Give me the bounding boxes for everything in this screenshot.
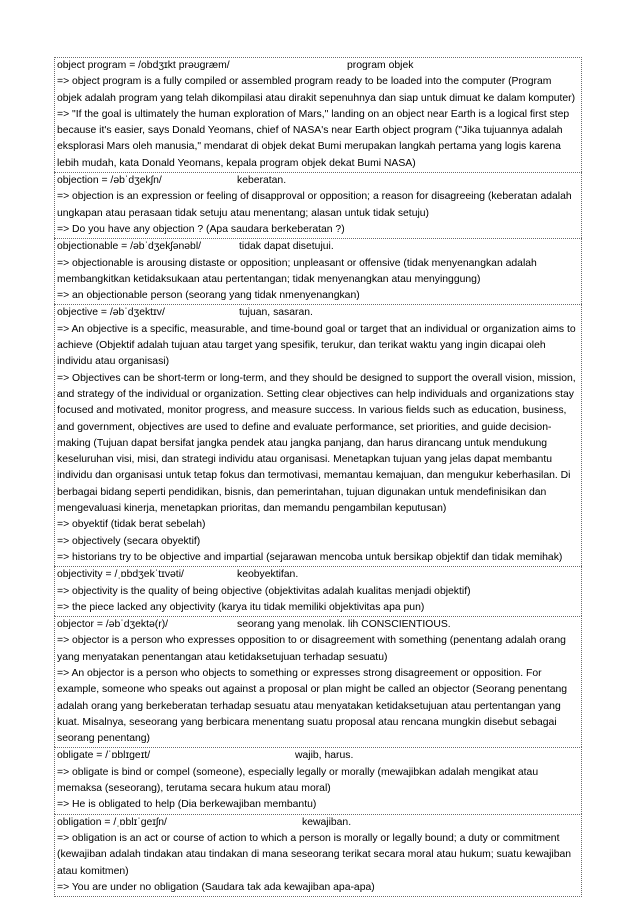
entry-line: => obyektif (tidak berat sebelah) [57, 519, 206, 531]
entry-line: => An objective is a specific, measurable, and time-bound goal or target that an individual or organization aims to achieve (Objektif adalah tujuan atau target yang spesifik, terukur, dan terikat waktu yang ingin dicapai oleh individu atau organisasi) [57, 323, 576, 368]
headword: objection = /əbˈdʒekʃn/ [57, 175, 162, 187]
entry-head [57, 748, 579, 764]
headword: objectivity = /ˌɒbdʒekˈtɪvəti/ [57, 569, 184, 581]
entry-head [57, 815, 579, 831]
headword: object program = /obdʒɪkt prəʊɡræm/ [57, 60, 230, 71]
entry-head [57, 58, 579, 74]
headword: obligation = /ˌɒblɪˈɡeɪʃn/ [57, 816, 167, 828]
entry-head [57, 173, 579, 189]
translation: tujuan, sasaran. [239, 307, 313, 319]
entry-line: => objection is an expression or feeling of disapproval or opposition; a reason for disagreeing (keberatan adalah ungkapan atau perasaan tidak setuju atau menentang; alasan untuk tidak setuju) [57, 191, 572, 219]
entry-line: => He is obligated to help (Dia berkewajiban membantu) [57, 799, 317, 811]
translation: seorang yang menolak. lih CONSCIENTIOUS. [237, 619, 451, 631]
headword: objector = /əbˈdʒektə(r)/ [57, 619, 169, 631]
entry-head [57, 305, 579, 321]
entry-line: => Do you have any objection ? (Apa saudara berkeberatan ?) [57, 223, 345, 235]
entry-line: => obligation is an act or course of action to which a person is morally or legally bound; a duty or commitment (kewajiban adalah tindakan atau tindakan di mana seseorang terikat secara moral atau hukum; suatu kewajiban atau komitmen) [57, 832, 572, 877]
dictionary-page [54, 57, 582, 897]
entry-line: => objector is a person who expresses opposition to or disagreement with something (penentang adalah orang yang menyatakan penentangan atau ketidaksetujuan terhadap sesuatu) [57, 635, 566, 663]
entry-line: => obligate is bind or compel (someone), especially legally or morally (mewajibkan adalah mengikat atau memaksa (seseorang), terutama secara hukum atau moral) [57, 766, 539, 795]
translation: tidak dapat disetujui. [239, 241, 334, 253]
headword: obligate = /ˈɒblɪɡeɪt/ [57, 750, 151, 762]
entry-objector [54, 616, 582, 747]
entry-obligation [54, 814, 582, 897]
entry-line: => an objectionable person (seorang yang tidak nmenyenangkan) [57, 290, 360, 302]
entry-objectionable [54, 238, 582, 304]
entry-line: => objectively (secara obyektif) [57, 535, 201, 547]
entry-line: => objectionable is arousing distaste or opposition; unpleasant or offensive (tidak menyenangkan adalah membangkitkan ketidaksukaan atau pertentangan; tidak menyenangkan atau menyinggung) [57, 257, 537, 285]
headword: objective = /əbˈdʒektɪv/ [57, 307, 165, 319]
translation: keobyektifan. [237, 569, 299, 581]
entry-head [57, 239, 579, 255]
translation: kewajiban. [302, 816, 352, 828]
translation: keberatan. [237, 175, 287, 187]
headword: objectionable = /əbˈdʒekʃənəbl/ [57, 241, 202, 253]
entry-head [57, 567, 579, 583]
entry-line: => "If the goal is ultimately the human exploration of Mars," landing on an object near Earth is a logical first step because it's easier, says Donald Yeomans, chief of NASA's near Earth object program ("Jika tujuannya adalah eksplorasi Mars oleh manusia," mendarat di objek dekat Bumi merupakan langkah pertama yang logis karena lebih mudah, kata Donald Yeomans, kepala program objek dekat Bumi NASA) [57, 108, 570, 169]
entry-line: => objectivity is the quality of being objective (objektivitas adalah kualitas menjadi objektif) [57, 585, 471, 597]
translation: wajib, harus. [295, 750, 354, 762]
entry-object-program [54, 57, 582, 172]
entry-obligate [54, 747, 582, 813]
entry-line: => object program is a fully compiled or assembled program ready to be loaded into the computer (Program objek adalah program yang telah dikompilasi atau dirakit sepenuhnya dan siap untuk dimuat ke dalam komputer) [57, 76, 576, 104]
entry-line: => An objector is a person who objects to something or expresses strong disagreement or opposition. For example, someone who speaks out against a proposal or plan might be called an objector (Seorang penentang adalah orang yang berkeberatan terhadap sesuatu atau menyatakan ketidaksetujuan atau pertentangan yang kuat. Misalnya, seseorang yang berbicara menentang suatu proposal atau rencana mungkin disebut sebagai seorang penentang) [57, 667, 568, 745]
entry-objection [54, 172, 582, 238]
entry-line: => historians try to be objective and impartial (sejarawan mencoba untuk bersikap objektif dan tidak memihak) [57, 551, 563, 563]
entry-objective [54, 304, 582, 566]
translation: program objek [347, 60, 414, 71]
entry-line: => You are under no obligation (Saudara tak ada kewajiban apa-apa) [57, 881, 375, 893]
entry-line: => the piece lacked any objectivity (karya itu tidak memiliki objektivitas apa pun) [57, 601, 425, 613]
entry-line: => Objectives can be short-term or long-term, and they should be designed to support the overall vision, mission, and strategy of the individual or organization. Setting clear objectives can help individuals and organizations stay focused and motivated, monitor progress, and measure success. In various fields such as education, business, and government, objectives are used to define and evaluate performance, set priorities, and guide decision-making (Tujuan dapat bersifat jangka pendek atau jangka panjang, dan harus dirancang untuk mendukung keseluruhan visi, misi, dan strategi individu atau organisasi. Menetapkan tujuan yang jelas dapat membantu individu dan organisasi untuk tetap fokus dan termotivasi, memantau kemajuan, dan mengukur keberhasilan. Di berbagai bidang seperti pendidikan, bisnis, dan pemerintahan, tujuan digunakan untuk mendefinisikan dan mengevaluasi kinerja, menetapkan prioritas, dan memandu pengambilan keputusan) [57, 372, 576, 515]
entry-objectivity [54, 566, 582, 616]
entry-head [57, 617, 579, 633]
